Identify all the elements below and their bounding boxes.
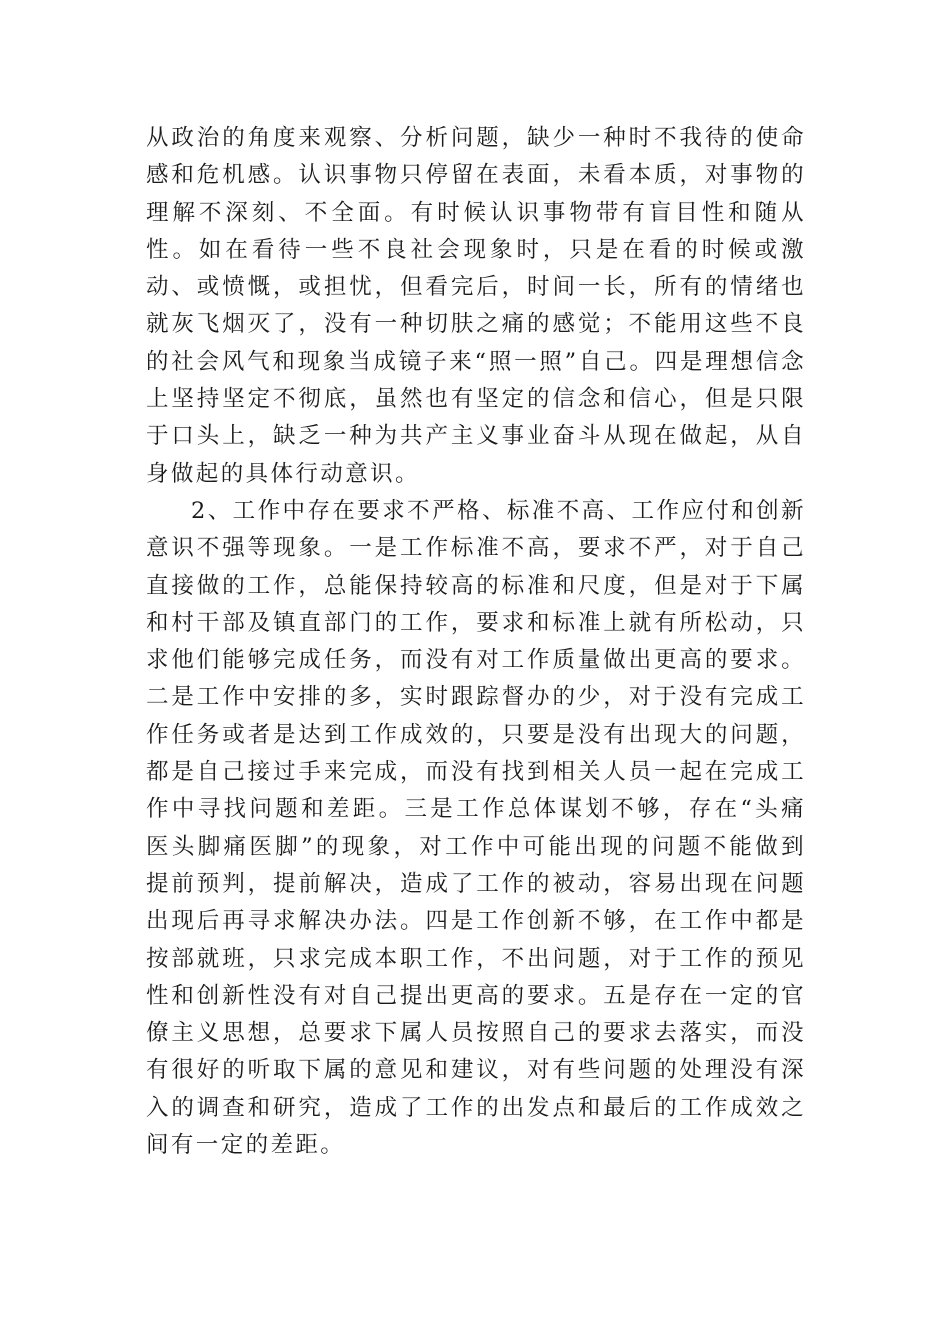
paragraph-section-2: 2、工作中存在要求不严格、标准不高、工作应付和创新意识不强等现象。一是工作标准不高，要求不严，对于自己直接做的工作，总能保持较高的标准和尺度，但是对于下属和村干部及镇直部门的工作，要求和标准上就有所松动，只求他们能够完成任务，而没有对工作质量做出更高的要求。二是工作中安排的多，实时跟踪督办的少，对于没有完成工作任务或者是达到工作成效的，只要是没有出现大的问题，都是自己接过手来完成，而没有找到相关人员一起在完成工作中寻找问题和差距。三是工作总体谋划不够，存在“头痛医头脚痛医脚”的现象，对工作中可能出现的问题不能做到提前预判，提前解决，造成了工作的被动，容易出现在问题出现后再寻求解决办法。四是工作创新不够，在工作中都是按部就班，只求完成本职工作，不出问题，对于工作的预见性和创新性没有对自己提出更高的要求。五是存在一定的官僚主义思想，总要求下属人员按照自己的要求去落实，而没有很好的听取下属的意见和建议，对有些问题的处理没有深入的调查和研究，造成了工作的出发点和最后的工作成效之间有一定的差距。 [146,497,806,1159]
paragraph-continued: 从政治的角度来观察、分析问题，缺少一种时不我待的使命感和危机感。认识事物只停留在表面，未看本质，对事物的理解不深刻、不全面。有时候认识事物带有盲目性和随从性。如在看待一些不良社会现象时，只是在看的时候或激动、或愤慨，或担忧，但看完后，时间一长，所有的情绪也就灰飞烟灭了，没有一种切肤之痛的感觉；不能用这些不良的社会风气和现象当成镜子来“照一照”自己。四是理想信念上坚持坚定不彻底，虽然也有坚定的信念和信心，但是只限于口头上，缺乏一种为共产主义事业奋斗从现在做起，从自身做起的具体行动意识。 [146,125,806,487]
document-page [146,120,806,1164]
